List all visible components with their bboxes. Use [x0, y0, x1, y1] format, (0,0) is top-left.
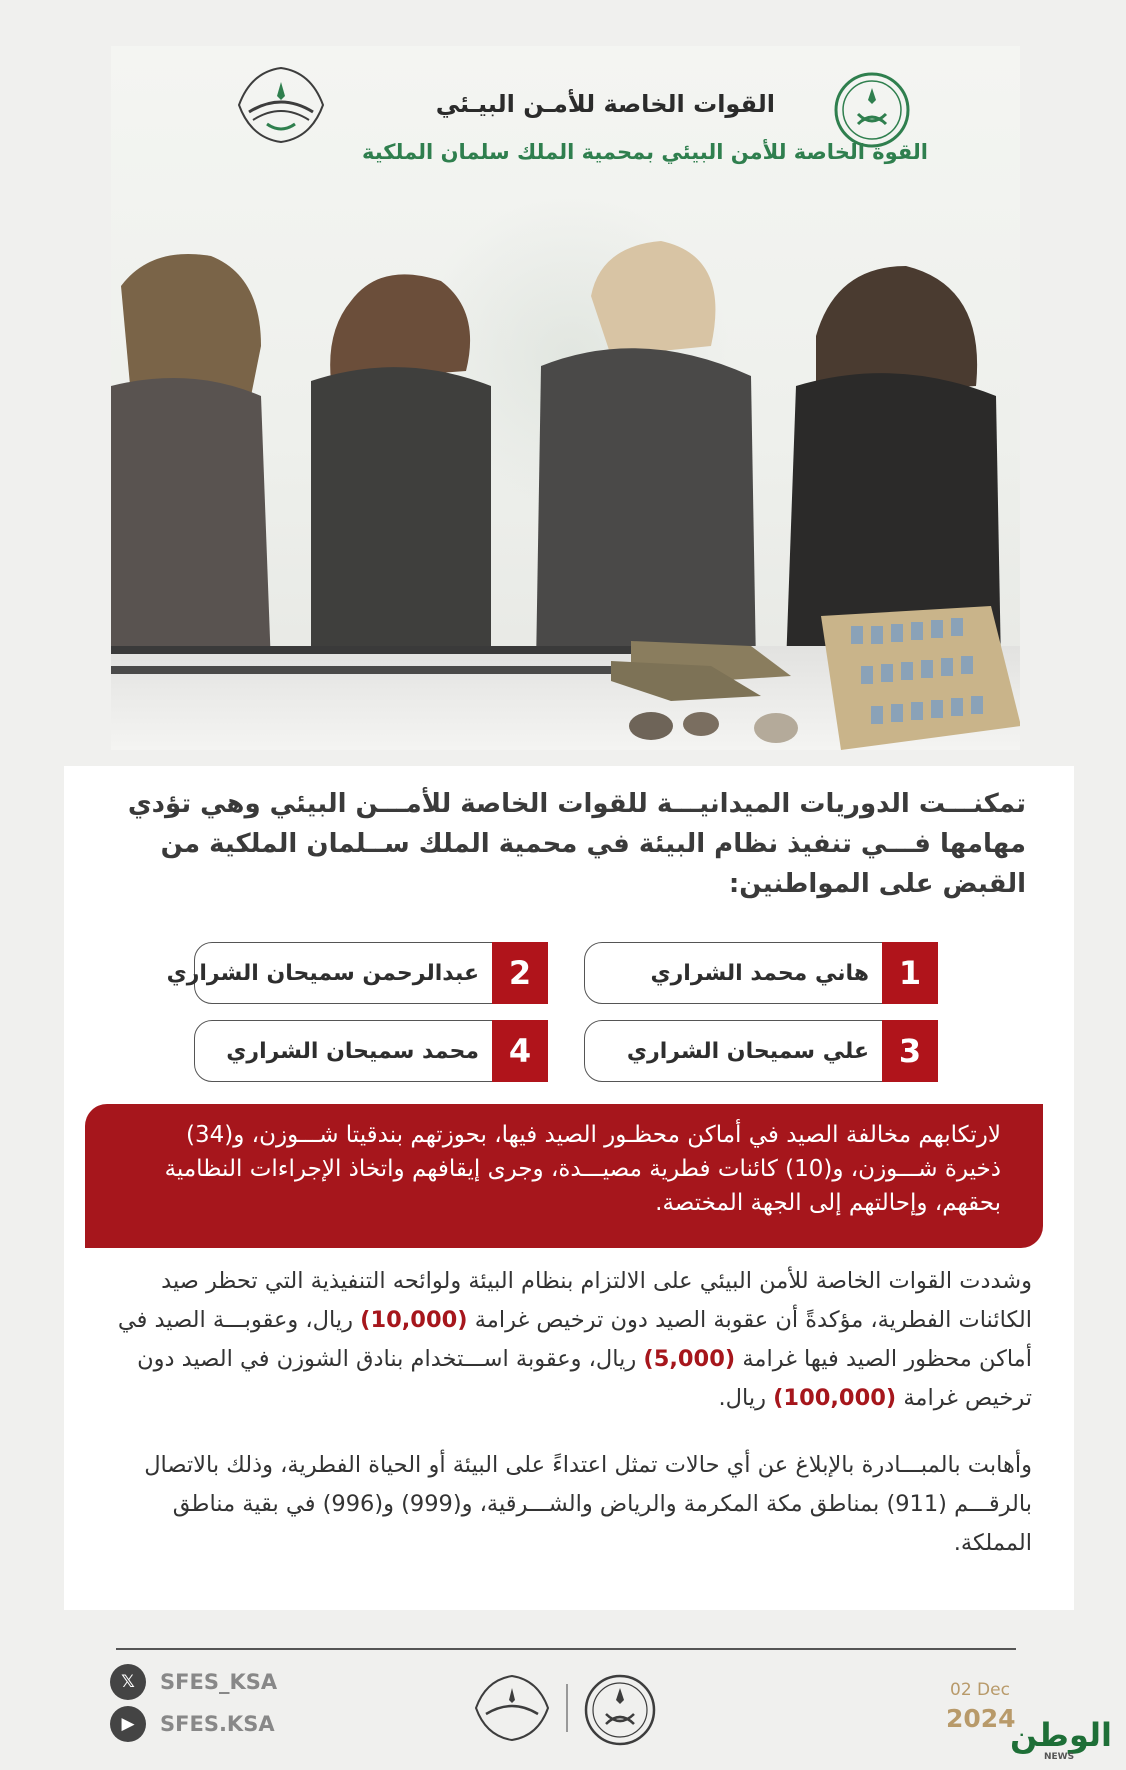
x-account[interactable]	[110, 1664, 277, 1700]
saudi-emblem-icon	[582, 1672, 658, 1748]
alwatan-logo-sub: NEWS	[1044, 1752, 1075, 1762]
person-figure	[776, 256, 1006, 666]
suspect-name-box	[194, 1020, 548, 1082]
header-title: القوات الخاصة للأمـن البيـئي	[435, 90, 775, 118]
suspect-name: هاني محمد الشراري	[650, 960, 869, 986]
suspect-number: 2	[492, 942, 548, 1004]
content-card	[64, 766, 1074, 1610]
special-forces-emblem-icon	[231, 62, 331, 148]
suspect-name: علي سميحان الشراري	[626, 1038, 869, 1064]
ammunition-pouch	[791, 606, 1020, 750]
x-icon: 𝕏	[110, 1664, 146, 1700]
header-subtitle: القوة الخاصة للأمن البيئي بمحمية الملك سلمان الملكية	[362, 140, 928, 164]
suspect-name-box	[584, 942, 938, 1004]
fine-amount: (5,000)	[643, 1346, 736, 1372]
footer-divider	[116, 1648, 1016, 1650]
fine-amount: (10,000)	[360, 1307, 468, 1333]
saudi-emblem-icon	[832, 70, 912, 150]
arrest-photo	[111, 46, 1020, 750]
post-date-day: 02 Dec	[950, 1680, 1010, 1700]
footer-logo-divider	[566, 1684, 568, 1732]
reporting-paragraph: وأهابت بالمبـــادرة بالإبلاغ عن أي حالات تمثل اعتداءً على البيئة أو الحياة الفطرية، وذلك بالاتصال بالرقـــم (911) بمناطق مكة المكرمة والرياض والشـــرقية، و(999) و(996) في بقية مناطق المملكة.	[144, 1452, 1032, 1556]
post-date-year: 2024	[946, 1704, 1016, 1733]
suspect-name-box	[584, 1020, 938, 1082]
person-figure	[291, 261, 501, 666]
suspect-name: عبدالرحمن سميحان الشراري	[166, 960, 479, 986]
suspect-number: 1	[882, 942, 938, 1004]
intro-paragraph: تمكنـــت الدوريات الميدانيـــة للقوات الخاصة للأمـــن البيئي وهي تؤدي مهامها فـــي تنفيذ نظام البيئة في محمية الملك ســلمان الملكية من القبض على المواطنين:	[127, 789, 1026, 899]
person-figure	[111, 246, 281, 666]
youtube-account[interactable]	[110, 1706, 275, 1742]
alwatan-logo: الوطن	[1010, 1716, 1112, 1754]
suspect-number: 4	[492, 1020, 548, 1082]
fine-amount: (100,000)	[773, 1385, 897, 1411]
special-forces-emblem-icon	[470, 1672, 554, 1744]
person-figure	[531, 236, 761, 666]
suspect-name-box	[166, 942, 548, 1004]
youtube-handle: SFES.KSA	[160, 1712, 275, 1736]
suspect-number: 3	[882, 1020, 938, 1082]
youtube-icon: ▶	[110, 1706, 146, 1742]
x-handle: SFES_KSA	[160, 1670, 278, 1694]
hunted-birds	[611, 696, 811, 750]
suspect-name: محمد سميحان الشراري	[226, 1038, 479, 1064]
penalties-paragraph: وشددت القوات الخاصة للأمن البيئي على الالتزام بنظام البيئة ولوائحه التنفيذية التي تحظر صيد الكائنات الفطرية، مؤكدةً أن عقوبة الصيد دون ترخيص غرامة (10,000) ريال، وعقوبـــة الصيد في أماكن محظور الصيد فيها غرامة (5,000) ريال، وعقوبة اســـتخدام بنادق الشوزن في الصيد دون ترخيص غرامة (100,000) ريال.	[117, 1268, 1032, 1411]
violation-details: لارتكابهم مخالفة الصيد في أماكن محظـور الصيد فيها، بحوزتهم بندقيتا شـــوزن، و(34) ذخيرة شـــوزن، و(10) كائنات فطرية مصيـــدة، وجرى إيقافهم واتخاذ الإجراءات النظامية بحقهم، وإحالتهم إلى الجهة المختصة.	[85, 1104, 1043, 1248]
